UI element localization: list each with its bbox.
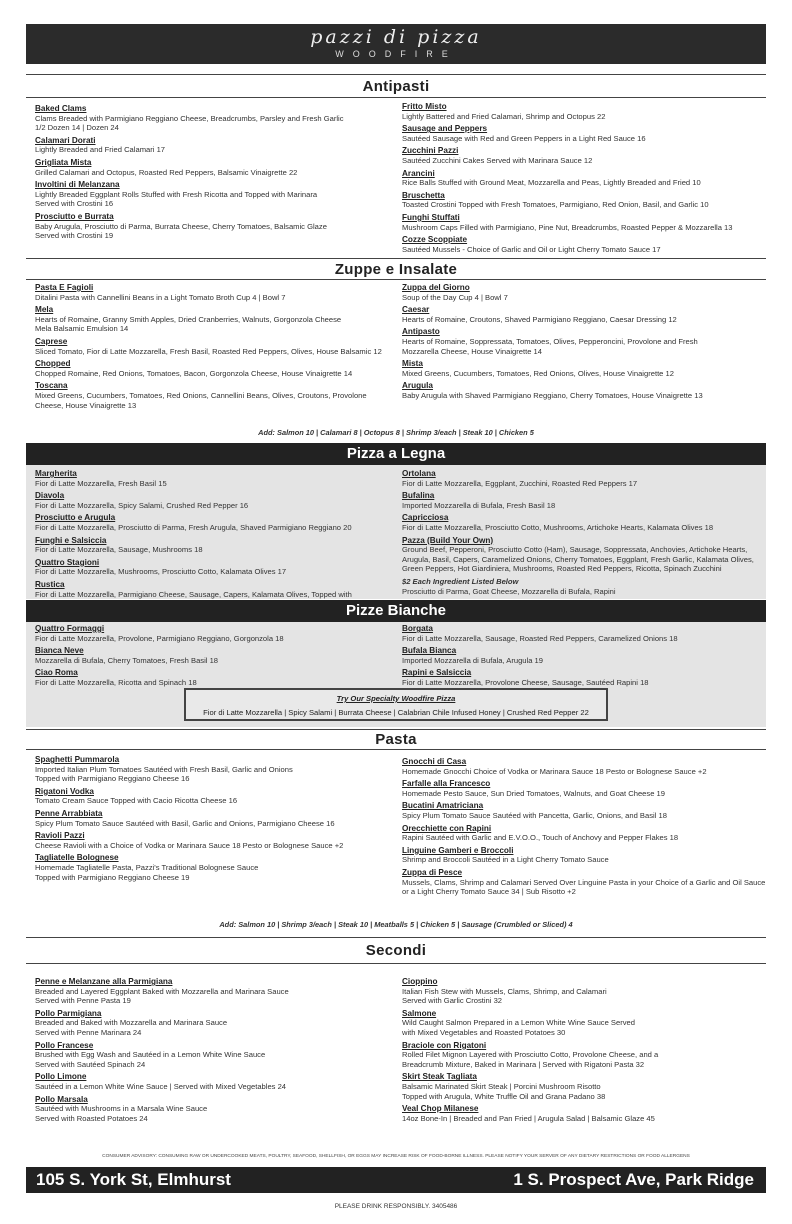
menu-item	[35, 1009, 395, 1038]
menu-item-description: Breaded and Baked with Mozzarella and Marinara Sauce Served with Penne Marinara 24	[35, 1018, 228, 1037]
menu-item-name: Mista	[402, 359, 423, 369]
menu-item-name: Zuppa di Pesce	[402, 867, 463, 877]
menu-item	[35, 491, 395, 510]
menu-item-name: Calamari Dorati	[35, 135, 96, 145]
menu-item-description: Fior di Latte Mozzarella, Provolone, Parmigiano Reggiano, Gorgonzola 18	[35, 633, 284, 643]
secondi-right-column	[402, 977, 766, 1126]
antipasti-title: Antipasti	[362, 78, 430, 95]
ingredient-list: Prosciutto di Parma, Goat Cheese, Mozzarella di Bufala, Rapini	[402, 586, 616, 596]
menu-item	[402, 824, 766, 843]
menu-item-description: Fior di Latte Mozzarella, Provolone Cheese, Sausage, Sautéed Rapini 18	[402, 677, 649, 687]
menu-item-description: Mushroom Caps Filled with Parmigiano, Pine Nut, Breadcrumbs, Roasted Pepper & Mozzarella 13	[402, 222, 733, 232]
menu-item-name: Caesar	[402, 305, 430, 315]
menu-item	[402, 846, 766, 865]
menu-item-description: Mixed Greens, Cucumbers, Tomatoes, Red Onions, Cannellini Beans, Olives, Croutons, Provolone Cheese, House Vinaigrette 13	[35, 390, 367, 410]
pizze-bianche-title: Pizze Bianche	[26, 600, 766, 622]
menu-item-name: Baked Clams	[35, 104, 87, 113]
menu-item	[35, 624, 395, 643]
menu-item	[35, 469, 395, 488]
menu-item-name: Penne e Melanzane alla Parmigiana	[35, 977, 173, 986]
menu-item	[35, 1095, 395, 1124]
menu-item-name: Prosciutto e Arugula	[35, 513, 116, 523]
menu-item-description: Spicy Plum Tomato Sauce Sautéed with Basil, Garlic and Onions, Parmigiano Cheese 16	[35, 818, 335, 828]
menu-item	[402, 305, 766, 324]
ingredient-note: $2 Each Ingredient Listed Below	[402, 576, 519, 586]
menu-item-description: Fior di Latte Mozzarella, Sausage, Roasted Red Peppers, Caramelized Onions 18	[402, 633, 678, 643]
menu-item	[35, 755, 395, 784]
menu-item-name: Antipasto	[402, 327, 440, 337]
menu-item-description: Rolled Filet Mignon Layered with Prosciutto Cotto, Provolone Cheese, and a Breadcrumb Mixture, Baked in Marinara | Served with Rigatoni Pasta 32	[402, 1050, 659, 1069]
menu-item-name: Orecchiette con Rapini	[402, 823, 492, 833]
menu-item-description: Fior di Latte Mozzarella, Fresh Basil 15	[35, 478, 167, 488]
menu-item-description: Chopped Romaine, Red Onions, Tomatoes, Bacon, Gorgonzola Cheese, House Vinaigrette 14	[35, 368, 353, 378]
antipasti-rule-bottom	[26, 97, 766, 98]
menu-item	[35, 104, 395, 133]
menu-item-name: Zuppa del Giorno	[402, 283, 470, 292]
menu-item	[402, 801, 766, 820]
menu-item	[35, 536, 395, 555]
menu-item-name: Zucchini Pazzi	[402, 146, 459, 156]
menu-item	[402, 359, 766, 378]
menu-item	[402, 213, 766, 232]
menu-item-description: Sautéed Sausage with Red and Green Peppers in a Light Red Sauce 16	[402, 133, 646, 143]
menu-item	[402, 146, 766, 165]
menu-item-description: Fior di Latte Mozzarella, Prosciutto di Parma, Fresh Arugula, Shaved Parmigiano Reggiano 20	[35, 522, 352, 532]
menu-item	[35, 212, 395, 241]
menu-item-name: Quattro Stagioni	[35, 557, 100, 567]
menu-item-description: Hearts of Romaine, Granny Smith Apples, Dried Cranberries, Walnuts, Gorgonzola Cheese Mela Balsamic Emulsion 14	[35, 314, 342, 334]
zuppe-addons: Add: Salmon 10 | Calamari 8 | Octopus 8 | Shrimp 3/each | Steak 10 | Chicken 5	[258, 428, 534, 437]
menu-item-description: Imported Mozzarella di Bufala, Fresh Basil 18	[402, 500, 556, 510]
menu-item	[35, 359, 395, 378]
menu-item	[402, 668, 764, 687]
menu-item-name: Cioppino	[402, 977, 438, 986]
pizza-legna-title: Pizza a Legna	[26, 443, 766, 465]
drink-responsibly-note: PLEASE DRINK RESPONSIBLY. 3405486	[334, 1203, 458, 1210]
menu-item	[35, 381, 395, 410]
antipasti-right-column	[402, 102, 766, 257]
menu-item-name: Ortolana	[402, 469, 436, 478]
menu-item-description: Grilled Calamari and Octopus, Roasted Red Peppers, Balsamic Vinaigrette 22	[35, 167, 298, 177]
menu-item-description: Balsamic Marinated Skirt Steak | Porcini Mushroom Risotto Topped with Arugula, White Truffle Oil and Grana Padano 38	[402, 1081, 606, 1101]
location-park-ridge: 1 S. Prospect Ave, Park Ridge	[513, 1170, 754, 1189]
menu-item-description: Wild Caught Salmon Prepared in a Lemon White Wine Sauce Served with Mixed Vegetables and Roasted Potatoes 30	[402, 1018, 635, 1037]
menu-item-description: Hearts of Romaine, Croutons, Shaved Parmigiano Reggiano, Caesar Dressing 12	[402, 314, 677, 324]
pasta-right-column	[402, 757, 766, 900]
menu-item	[402, 191, 766, 210]
menu-item	[35, 513, 395, 532]
menu-item-description: Homemade Pesto Sauce, Sun Dried Tomatoes, Walnuts, and Goat Cheese 19	[402, 788, 665, 798]
menu-item	[35, 668, 395, 687]
pasta-left-column	[35, 755, 395, 885]
menu-item	[35, 283, 395, 302]
zuppe-left-column	[35, 283, 395, 413]
menu-item-description: Fior di Latte Mozzarella, Mushrooms, Prosciutto Cotto, Kalamata Olives 17	[35, 567, 287, 577]
menu-item-description: Rice Balls Stuffed with Ground Meat, Mozzarella and Peas, Lightly Breaded and Fried 10	[402, 178, 701, 188]
menu-item-name: Bufalina	[402, 491, 435, 501]
menu-item-description: Sautéed with Mushrooms in a Marsala Wine Sauce Served with Roasted Potatoes 24	[35, 1104, 208, 1123]
menu-item	[402, 1009, 766, 1038]
menu-item-name: Braciole con Rigatoni	[402, 1040, 487, 1050]
menu-item-name: Arugula	[402, 381, 433, 391]
menu-item-description: Lightly Breaded Eggplant Rolls Stuffed with Fresh Ricotta and Topped with Marinara Served with Crostini 16	[35, 189, 318, 209]
pasta-title: Pasta	[375, 731, 417, 748]
menu-item	[402, 757, 766, 776]
menu-item-description: Mixed Greens, Cucumbers, Tomatoes, Red Onions, Olives, House Vinaigrette 12	[402, 368, 674, 378]
menu-item-name: Prosciutto e Burrata	[35, 211, 114, 221]
menu-item-name: Pollo Francese	[35, 1040, 94, 1050]
menu-item-description: Imported Italian Plum Tomatoes Sautéed with Fresh Basil, Garlic and Onions Topped with Parmigiano Reggiano Cheese 16	[35, 764, 293, 784]
menu-item-name: Rigatoni Vodka	[35, 786, 94, 796]
menu-item-description: Homemade Gnocchi Choice of Vodka or Marinara Sauce 18 Pesto or Bolognese Sauce +2	[402, 766, 707, 776]
menu-item-name: Pollo Limone	[35, 1072, 87, 1082]
menu-item-description: Fior di Latte Mozzarella, Spicy Salami, Crushed Red Pepper 16	[35, 500, 249, 510]
menu-item-name: Arancini	[402, 168, 435, 178]
menu-item-name: Salmone	[402, 1008, 437, 1018]
menu-item-description: Fior di Latte Mozzarella, Parmigiano Cheese, Sausage, Capers, Kalamata Olives, Topped with	[35, 589, 352, 599]
menu-item-name: Capricciosa	[402, 513, 449, 523]
menu-item	[35, 646, 395, 665]
menu-item-name: Toscana	[35, 381, 68, 391]
menu-item-description: Rapini Sautéed with Garlic and E.V.O.O., Touch of Anchovy and Pepper Flakes 18	[402, 833, 679, 843]
menu-item-description: Spicy Plum Tomato Sauce Sautéed with Pancetta, Garlic, Onions, and Basil 18	[402, 810, 667, 820]
specialty-pizza-title: Try Our Specialty Woodfire Pizza	[336, 694, 456, 703]
menu-item-description: Lightly Breaded and Fried Calamari 17	[35, 145, 166, 155]
menu-item-name: Pollo Marsala	[35, 1094, 88, 1104]
pasta-rule-bottom	[26, 749, 766, 750]
secondi-title: Secondi	[365, 942, 427, 959]
menu-item-description: Brushed with Egg Wash and Sautéed in a Lemon White Wine Sauce Served with Sautéed Spinach 24	[35, 1050, 266, 1069]
menu-item-name: Sausage and Peppers	[402, 124, 488, 134]
menu-item	[402, 536, 764, 574]
menu-item	[35, 1041, 395, 1070]
menu-item-name: Borgata	[402, 624, 433, 633]
menu-item-name: Bufala Bianca	[402, 646, 457, 656]
menu-item-description: Ditalini Pasta with Cannellini Beans in a Light Tomato Broth Cup 4 | Bowl 7	[35, 292, 286, 302]
menu-item-name: Rustica	[35, 579, 65, 589]
menu-item-name: Funghi e Salsiccia	[35, 535, 107, 545]
menu-item-description: Toasted Crostini Topped with Fresh Tomatoes, Parmigiano, Red Onion, Basil, and Garlic 10	[402, 200, 709, 210]
secondi-left-column	[35, 977, 395, 1126]
menu-item-name: Spaghetti Pummarola	[35, 755, 120, 764]
menu-item-description: Hearts of Romaine, Soppressata, Tomatoes, Olives, Pepperoncini, Provolone and Fresh Mozzarella Cheese, House Vinaigrette 14	[402, 336, 698, 356]
specialty-pizza-box	[184, 688, 608, 721]
menu-item-name: Farfalle alla Francesco	[402, 779, 491, 789]
menu-item	[35, 158, 395, 177]
menu-item	[35, 180, 395, 209]
menu-item-description: Ground Beef, Pepperoni, Prosciutto Cotto (Ham), Sausage, Soppressata, Anchovies, Artichoke Hearts, Arugula, Basil, Capers, Caramelized Onions, Cherry Tomatoes, Eggplant, Fresh Garlic, Kalamata Olives, Green Peppers, Hot Giardiniera, Mushrooms, Roasted Red Peppers, Ricotta, Spinach Zucchini	[402, 545, 754, 574]
zuppe-rule-top	[26, 258, 766, 259]
pizze-bianche-left-column	[35, 624, 395, 691]
logo-subtitle: WOODFIRE	[335, 49, 457, 59]
menu-item-description: Homemade Tagliatelle Pasta, Pazzi's Traditional Bolognese Sauce Topped with Parmigiano Reggiano Cheese 19	[35, 862, 259, 882]
menu-item	[35, 809, 395, 828]
menu-item-name: Bucatini Amatriciana	[402, 801, 484, 811]
menu-item-description: 14oz Bone-In | Breaded and Pan Fried | Arugula Salad | Balsamic Glaze 45	[402, 1113, 655, 1123]
menu-item	[402, 102, 766, 121]
menu-item	[35, 337, 395, 356]
zuppe-title: Zuppe e Insalate	[334, 261, 458, 278]
menu-item-name: Veal Chop Milanese	[402, 1104, 479, 1114]
pizze-bianche-right-column	[402, 624, 764, 691]
menu-item-name: Pazza (Build Your Own)	[402, 535, 494, 545]
menu-item-description: Italian Fish Stew with Mussels, Clams, Shrimp, and Calamari Served with Garlic Crostini 32	[402, 986, 607, 1006]
menu-item	[35, 558, 395, 577]
pizza-legna-right-column	[402, 469, 764, 596]
menu-item	[35, 831, 395, 850]
menu-item	[402, 624, 764, 643]
menu-item-description: Cheese Ravioli with a Choice of Vodka or Marinara Sauce 18 Pesto or Bolognese Sauce +2	[35, 840, 344, 850]
menu-item	[35, 136, 395, 155]
menu-item	[402, 977, 766, 1006]
menu-item	[35, 853, 395, 882]
menu-item-name: Fritto Misto	[402, 102, 447, 111]
menu-item	[402, 327, 766, 356]
menu-item-name: Grigliata Mista	[35, 157, 92, 167]
menu-item-name: Ciao Roma	[35, 668, 78, 678]
menu-item-name: Rapini e Salsiccia	[402, 668, 472, 678]
locations-bar	[26, 1167, 766, 1193]
menu-item-name: Bianca Neve	[35, 646, 84, 656]
zuppe-rule-bottom	[26, 279, 766, 280]
menu-item	[402, 779, 766, 798]
menu-item-name: Ravioli Pazzi	[35, 831, 85, 841]
specialty-pizza-desc: Fior di Latte Mozzarella | Spicy Salami | Burrata Cheese | Calabrian Chile Infused Honey | Crushed Red Pepper 22	[203, 708, 589, 717]
consumer-advisory: CONSUMER ADVISORY: CONSUMING RAW OR UNDERCOOKED MEATS, POULTRY, SEAFOOD, SHELLFISH, OR EGGS MAY INCREASE RISK OF FOOD-BORNE ILLNESS. PLEASE NOTIFY YOUR SERVER OF ANY DIETARY RESTRICTIONS OR FOOD ALLERGENS	[102, 1154, 690, 1159]
menu-item	[402, 491, 764, 510]
menu-item	[402, 235, 766, 254]
menu-item-description: Fior di Latte Mozzarella, Ricotta and Spinach 18	[35, 677, 197, 687]
menu-item	[402, 513, 764, 532]
menu-item-description: Sautéed Mussels - Choice of Garlic and Oil or Light Cherry Tomato Sauce 17	[402, 244, 661, 254]
location-elmhurst: 105 S. York St, Elmhurst	[36, 1170, 231, 1189]
antipasti-rule-top	[26, 74, 766, 75]
menu-item	[402, 868, 766, 897]
menu-item-name: Funghi Stuffati	[402, 212, 460, 222]
menu-item	[35, 977, 395, 1006]
menu-item-description: Breaded and Layered Eggplant Baked with Mozzarella and Marinara Sauce Served with Penne Pasta 19	[35, 986, 289, 1006]
menu-item-description: Fior di Latte Mozzarella, Eggplant, Zucchini, Roasted Red Peppers 17	[402, 478, 638, 488]
menu-item-description: Mussels, Clams, Shrimp and Calamari Served Over Linguine Pasta in your Choice of a Garlic and Oil Sauce or a Light Cherry Tomato Sauce 34 | Sub Risotto +2	[402, 877, 766, 897]
pasta-rule-top	[26, 729, 766, 730]
menu-item	[402, 124, 766, 143]
menu-item	[402, 169, 766, 188]
menu-item-name: Pollo Parmigiana	[35, 1008, 102, 1018]
menu-item	[402, 646, 764, 665]
menu-item	[402, 283, 766, 302]
menu-item-name: Caprese	[35, 336, 68, 346]
menu-item-description: Baby Arugula, Prosciutto di Parma, Burrata Cheese, Cherry Tomatoes, Balsamic Glaze Served with Crostini 19	[35, 221, 327, 241]
zuppe-right-column	[402, 283, 766, 404]
logo-banner	[26, 24, 766, 64]
menu-item-name: Bruschetta	[402, 190, 445, 200]
menu-item-description: Baby Arugula with Shaved Parmigiano Reggiano, Cherry Tomatoes, House Vinaigrette 13	[402, 390, 703, 400]
logo-script: pazzi di pizza	[310, 26, 482, 48]
menu-item-name: Penne Arrabbiata	[35, 808, 103, 818]
secondi-rule-top	[26, 937, 766, 938]
menu-item	[402, 381, 766, 400]
menu-item-name: Skirt Steak Tagliata	[402, 1072, 477, 1082]
pizza-legna-left-column	[35, 469, 395, 612]
menu-item	[402, 1104, 766, 1123]
menu-item-description: Sliced Tomato, Fior di Latte Mozzarella, Fresh Basil, Roasted Red Peppers, Olives, House Balsamic 12	[35, 346, 382, 356]
menu-item-description: Mozzarella di Bufala, Cherry Tomatoes, Fresh Basil 18	[35, 655, 219, 665]
pizza-legna-right-list	[402, 469, 764, 574]
menu-item	[402, 1041, 766, 1070]
menu-item-name: Cozze Scoppiate	[402, 235, 468, 245]
menu-item-description: Soup of the Day Cup 4 | Bowl 7	[402, 292, 508, 302]
menu-item-description: Shrimp and Broccoli Sautéed in a Light Cherry Tomato Sauce	[402, 855, 609, 865]
menu-item-description: Sautéed in a Lemon White Wine Sauce | Served with Mixed Vegetables 24	[35, 1081, 287, 1091]
secondi-rule-bottom	[26, 963, 766, 964]
menu-item-description: Imported Mozzarella di Bufala, Arugula 19	[402, 655, 543, 665]
menu-item	[35, 787, 395, 806]
menu-item-name: Diavola	[35, 491, 65, 501]
menu-item-name: Tagliatelle Bolognese	[35, 853, 119, 863]
menu-item	[35, 305, 395, 334]
menu-item-name: Linguine Gamberi e Broccoli	[402, 845, 514, 855]
menu-item-description: Fior di Latte Mozzarella, Prosciutto Cotto, Mushrooms, Artichoke Hearts, Kalamata Olives 18	[402, 522, 714, 532]
menu-item-name: Pasta E Fagioli	[35, 283, 94, 292]
menu-item	[402, 469, 764, 488]
menu-item-description: Lightly Battered and Fried Calamari, Shrimp and Octopus 22	[402, 111, 606, 121]
antipasti-left-column	[35, 104, 395, 244]
menu-item	[35, 1072, 395, 1091]
pasta-addons: Add: Salmon 10 | Shrimp 3/each | Steak 10 | Meatballs 5 | Chicken 5 | Sausage (Crumbled or Sliced) 4	[219, 920, 573, 929]
menu-item	[402, 1072, 766, 1101]
menu-item-description: Sautéed Zucchini Cakes Served with Marinara Sauce 12	[402, 155, 593, 165]
menu-item-name: Gnocchi di Casa	[402, 757, 467, 766]
menu-item-description: Tomato Cream Sauce Topped with Cacio Ricotta Cheese 16	[35, 796, 238, 806]
menu-item-name: Margherita	[35, 469, 77, 478]
menu-item-name: Involtini di Melanzana	[35, 180, 120, 190]
menu-item-description: Clams Breaded with Parmigiano Reggiano Cheese, Breadcrumbs, Parsley and Fresh Garlic 1/2 Dozen 14 | Dozen 24	[35, 113, 344, 133]
menu-item-name: Chopped	[35, 359, 71, 369]
menu-item-name: Mela	[35, 305, 54, 315]
menu-item-name: Quattro Formaggi	[35, 624, 105, 633]
menu-item-description: Fior di Latte Mozzarella, Sausage, Mushrooms 18	[35, 545, 203, 555]
